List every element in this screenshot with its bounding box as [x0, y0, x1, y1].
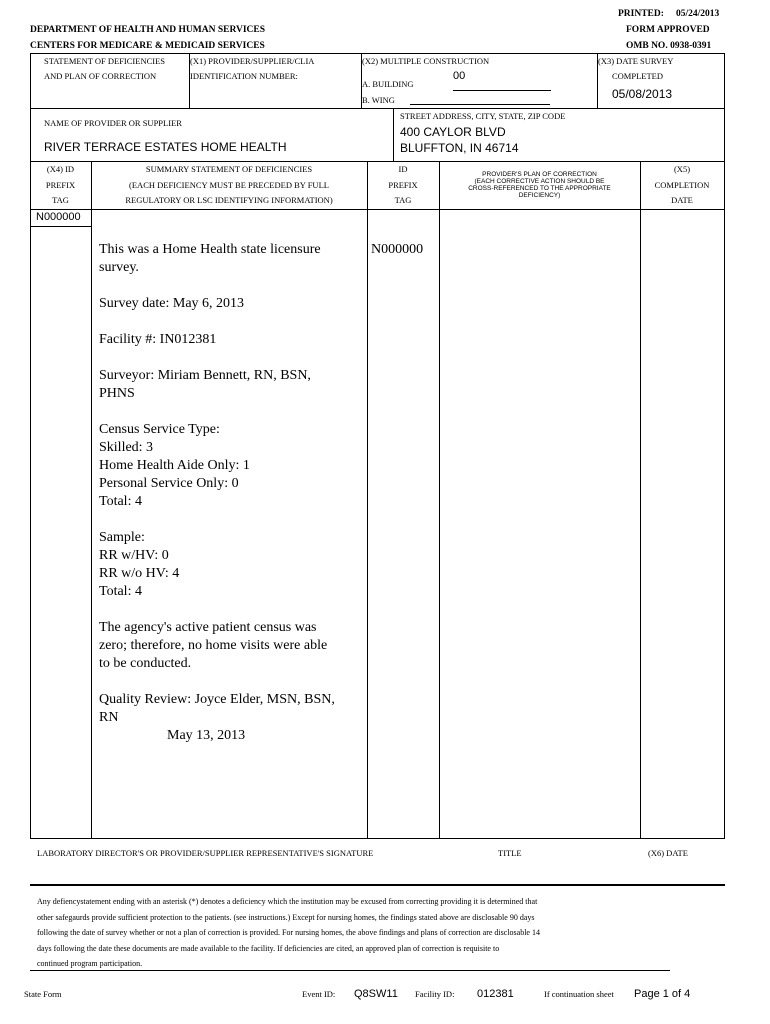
- provider-name: RIVER TERRACE ESTATES HOME HEALTH: [44, 140, 287, 154]
- statement-line: Total: 4: [99, 494, 142, 509]
- box4-line2: COMPLETED: [612, 71, 663, 81]
- statement-line: Home Health Aide Only: 1: [99, 458, 250, 473]
- title-label: TITLE: [498, 848, 522, 858]
- facility-id-label: Facility ID:: [415, 989, 455, 999]
- event-id-label: Event ID:: [302, 989, 336, 999]
- statement-line: Facility #: IN012381: [99, 332, 217, 347]
- plan-header-1: PROVIDER'S PLAN OF CORRECTION: [482, 171, 597, 178]
- statement-line: Sample:: [99, 530, 145, 545]
- omb-number: OMB NO. 0938-0391: [626, 41, 712, 51]
- box1-line2: AND PLAN OF CORRECTION: [44, 71, 157, 81]
- plan-header: [439, 171, 640, 199]
- plan-header-3: CROSS-REFERENCED TO THE APPROPRIATE: [468, 185, 611, 192]
- building-value: 00: [453, 70, 466, 82]
- x5-header-1: (X5): [673, 164, 691, 174]
- box2-line2: IDENTIFICATION NUMBER:: [190, 71, 298, 81]
- x5-header-2: COMPLETION: [654, 180, 710, 190]
- statement-line: RR w/o HV: 4: [99, 566, 180, 581]
- address-line2: BLUFFTON, IN 46714: [400, 141, 519, 155]
- x6-date-label: (X6) DATE: [648, 848, 688, 858]
- summary-header-2: (EACH DEFICIENCY MUST BE PRECEDED BY FULL: [129, 180, 329, 190]
- x4-header-3: TAG: [52, 195, 69, 205]
- wing-label: B. WING: [362, 95, 395, 105]
- box2-line1: (X1) PROVIDER/SUPPLIER/CLIA: [190, 56, 315, 66]
- disclaimer-line: continued program participation.: [37, 959, 143, 968]
- cms-title: CENTERS FOR MEDICARE & MEDICAID SERVICES: [30, 41, 265, 51]
- box1-line1: STATEMENT OF DEFICIENCIES: [44, 56, 166, 66]
- continuation-label: If continuation sheet: [544, 989, 614, 999]
- id-header-1: ID: [398, 164, 408, 174]
- box3-label: (X2) MULTIPLE CONSTRUCTION: [362, 56, 490, 66]
- disclaimer: [37, 894, 540, 972]
- statement-line: May 13, 2013: [167, 728, 246, 743]
- address-line1: 400 CAYLOR BLVD: [400, 125, 506, 139]
- survey-completed-date: 05/08/2013: [612, 87, 673, 101]
- summary-header-3: REGULATORY OR LSC IDENTIFYING INFORMATION): [125, 195, 333, 205]
- event-id-value: Q8SW11: [354, 988, 398, 1000]
- signature-label: LABORATORY DIRECTOR'S OR PROVIDER/SUPPLIER REPRESENTATIVE'S SIGNATURE: [37, 848, 374, 858]
- printed-label: PRINTED:: [618, 9, 664, 19]
- statement-line: This was a Home Health state licensure: [99, 242, 321, 257]
- disclaimer-line: following the date of survey whether or not a plan of correction is provided. For nursing homes, the above findings and plans of correction are disclosable 14: [37, 928, 540, 937]
- disclaimer-line: days following the date these documents are made available to the facility. If deficiencies are cited, an approved plan of correction is requisite to: [37, 943, 500, 953]
- disclaimer-line: Any defiencystatement ending with an asterisk (*) denotes a deficiency which the institution may be excused from correcting providing it is determined that: [37, 897, 538, 906]
- disclaimer-line: other safegaurds provide sufficient protection to the patients. (see instructions.) Except for nursing homes, the findings stated above are disclosable 90 days: [37, 912, 535, 922]
- statement-line: to be conducted.: [99, 656, 192, 671]
- statement-line: RN: [99, 710, 119, 725]
- x4-header-1: (X4) ID: [46, 164, 75, 174]
- statement-line: Survey date: May 6, 2013: [99, 296, 245, 311]
- summary-statement: [99, 241, 359, 745]
- statement-line: PHNS: [99, 386, 135, 401]
- statement-line: Personal Service Only: 0: [99, 476, 239, 491]
- statement-line: Quality Review: Joyce Elder, MSN, BSN,: [99, 692, 335, 707]
- statement-line: Total: 4: [99, 584, 142, 599]
- box4-line1: (X3) DATE SURVEY: [598, 56, 674, 66]
- statement-line: zero; therefore, no home visits were able: [99, 638, 328, 653]
- left-prefix-tag: N000000: [36, 211, 81, 223]
- statement-line: survey.: [99, 260, 139, 275]
- plan-header-4: DEFICIENCY): [518, 192, 561, 199]
- facility-id-value: 012381: [477, 988, 514, 1000]
- department-title: DEPARTMENT OF HEALTH AND HUMAN SERVICES: [30, 25, 266, 35]
- address-label: STREET ADDRESS, CITY, STATE, ZIP CODE: [400, 111, 566, 121]
- statement-line: Census Service Type:: [99, 422, 220, 437]
- page-number: Page 1 of 4: [634, 988, 691, 1000]
- plan-header-2: (EACH CORRECTIVE ACTION SHOULD BE: [474, 178, 605, 185]
- id-header-2: PREFIX: [388, 180, 418, 190]
- right-prefix-tag: N000000: [371, 242, 424, 257]
- statement-line: Surveyor: Miriam Bennett, RN, BSN,: [99, 368, 311, 383]
- summary-header-1: SUMMARY STATEMENT OF DEFICIENCIES: [145, 164, 313, 174]
- provider-label: NAME OF PROVIDER OR SUPPLIER: [44, 118, 182, 128]
- form-approved: FORM APPROVED: [626, 25, 710, 35]
- statement-line: RR w/HV: 0: [99, 548, 169, 563]
- building-label: A. BUILDING: [362, 79, 414, 89]
- id-header-3: TAG: [394, 195, 412, 205]
- x4-header-2: PREFIX: [45, 180, 76, 190]
- statement-line: The agency's active patient census was: [99, 620, 317, 635]
- printed-date: 05/24/2013: [676, 9, 720, 19]
- x5-header-3: DATE: [671, 195, 693, 205]
- state-form-label: State Form: [24, 989, 62, 999]
- statement-line: Skilled: 3: [99, 440, 154, 455]
